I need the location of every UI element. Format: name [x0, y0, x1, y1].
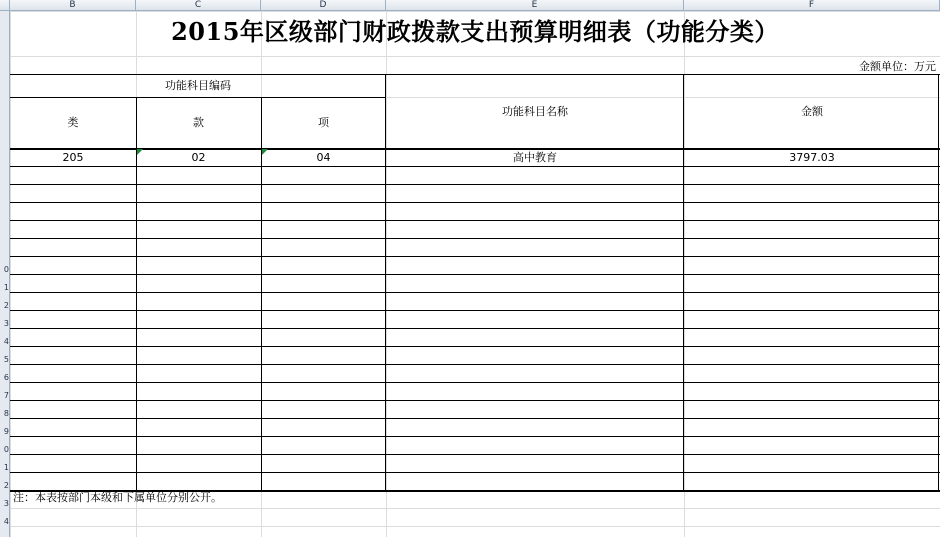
border-row — [10, 274, 940, 275]
error-indicator-icon[interactable] — [262, 149, 268, 155]
row-number[interactable]: 5 — [3, 355, 9, 364]
border-row — [10, 328, 940, 329]
column-header-b[interactable]: B — [10, 0, 136, 11]
column-header-e[interactable]: E — [386, 0, 684, 11]
gridline-h — [10, 526, 940, 527]
cell-amount[interactable]: 3797.03 — [789, 151, 835, 164]
border-row — [10, 238, 940, 239]
border-row — [10, 220, 940, 221]
border-row — [10, 436, 940, 437]
border-row — [10, 400, 940, 401]
border-row — [10, 418, 940, 419]
row-number[interactable]: 8 — [3, 409, 9, 418]
column-header-f[interactable]: F — [684, 0, 940, 11]
header-amount: 金额 — [801, 105, 823, 118]
border-row — [10, 364, 940, 365]
row-number[interactable]: 0 — [3, 265, 9, 274]
row-number[interactable]: 7 — [3, 391, 9, 400]
header-lei: 类 — [67, 116, 79, 129]
border-row — [10, 166, 940, 167]
border-code-group — [10, 97, 386, 98]
row-number[interactable]: 2 — [3, 301, 9, 310]
sheet-title: 2015年区级部门财政拨款支出预算明细表（功能分类） — [171, 17, 779, 46]
row-number[interactable]: 6 — [3, 373, 9, 382]
row-number[interactable]: 1 — [3, 463, 9, 472]
row-number[interactable]: 1 — [3, 283, 9, 292]
border-col — [938, 74, 939, 490]
column-header-c[interactable]: C — [136, 0, 261, 11]
select-all-corner[interactable] — [0, 0, 10, 11]
unit-label: 金额单位：万元 — [859, 60, 936, 73]
header-kuan: 款 — [193, 116, 204, 129]
error-indicator-icon[interactable] — [137, 149, 143, 155]
cell-xiang[interactable]: 04 — [316, 151, 331, 164]
row-number[interactable]: 9 — [3, 427, 9, 436]
footnote: 注：本表按部门本级和下属单位分别公开。 — [13, 491, 222, 504]
cell-kuan[interactable]: 02 — [191, 151, 206, 164]
border-row — [10, 310, 940, 311]
border-header-bottom — [10, 148, 940, 150]
border-col — [385, 74, 386, 490]
gridline-h — [10, 56, 940, 57]
row-number[interactable]: 4 — [3, 337, 9, 346]
row-header-strip[interactable] — [0, 11, 10, 537]
row-number[interactable]: 4 — [3, 517, 9, 526]
column-header-d[interactable]: D — [261, 0, 386, 11]
border-row — [10, 292, 940, 293]
border-col — [683, 74, 684, 490]
border-row — [10, 184, 940, 185]
cell-name[interactable]: 高中教育 — [513, 151, 557, 164]
header-name: 功能科目名称 — [502, 105, 568, 118]
gridline-h — [10, 508, 940, 509]
border-row — [10, 472, 940, 473]
row-number[interactable]: 3 — [3, 499, 9, 508]
border-row — [10, 202, 940, 203]
header-xiang: 项 — [318, 116, 329, 129]
gridline-h — [10, 11, 940, 12]
row-number[interactable]: 3 — [3, 319, 9, 328]
row-number[interactable]: 0 — [3, 445, 9, 454]
header-code-group: 功能科目编码 — [165, 79, 231, 92]
border-row — [10, 346, 940, 347]
border-top — [10, 74, 940, 75]
border-row — [10, 454, 940, 455]
border-row — [10, 382, 940, 383]
row-number[interactable]: 2 — [3, 481, 9, 490]
cell-lei[interactable]: 205 — [62, 151, 84, 164]
border-row — [10, 256, 940, 257]
